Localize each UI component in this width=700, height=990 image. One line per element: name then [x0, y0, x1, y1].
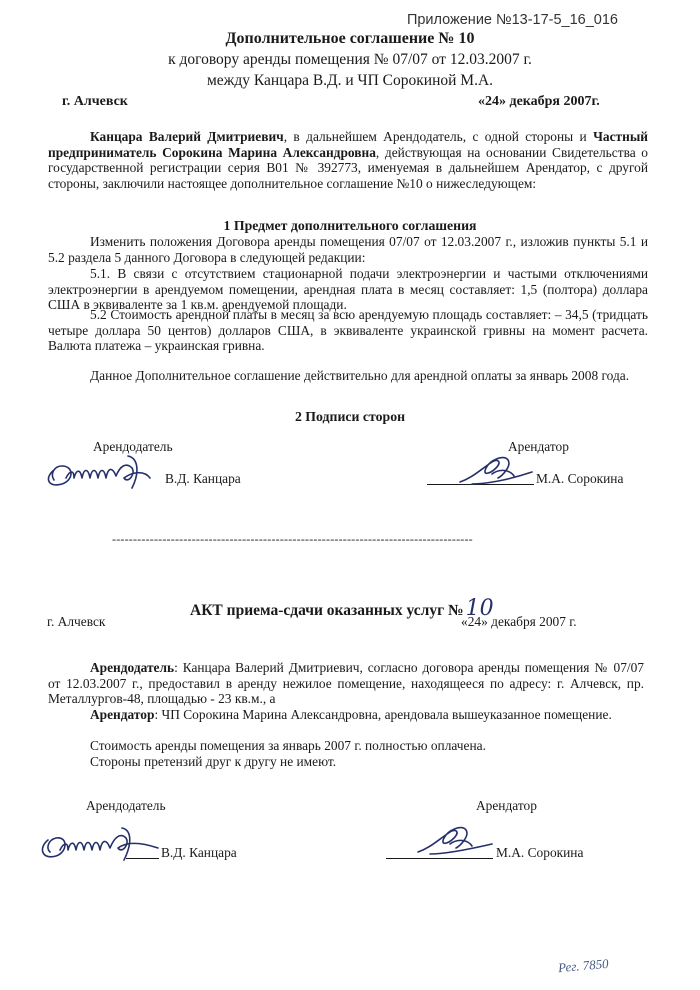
act-lessee-paragraph: [48, 707, 644, 723]
section-separator: --------------------------------------------------------------------------------------: [112, 532, 473, 546]
act-lessor-signature-line: [126, 858, 159, 859]
agreement-lessee-label: Арендатор: [508, 439, 569, 454]
agreement-lessor-label: Арендодатель: [93, 439, 173, 454]
act-date: «24» декабря 2007 г.: [461, 614, 577, 629]
act-number: 10: [465, 596, 494, 621]
agreement-date: «24» декабря 2007г.: [478, 94, 600, 109]
section2-title: 2 Подписи сторон: [294, 409, 406, 424]
act-title-text: АКТ приема-сдачи оказанных услуг №: [190, 602, 464, 619]
act-lessor-paragraph: [48, 660, 644, 707]
act-city: г. Алчевск: [47, 614, 106, 629]
act-lessor-label-sign: Арендодатель: [86, 798, 166, 813]
agreement-title: Дополнительное соглашение № 10: [225, 30, 475, 47]
act-lessor-text: : Канцара Валерий Дмитриевич, согласно договора аренды помещения № 07/07 от 12.03.2007 г., предоставил в аренду нежилое помещение, находящееся по адресу: г. Алчевск, пр. Металлургов-48, площадью - 23 кв.м., а: [48, 660, 644, 707]
agreement-lessor-name: В.Д. Канцара: [165, 471, 241, 486]
section1-title: 1 Предмет дополнительного соглашения: [223, 218, 477, 233]
agreement-clause-5-1: 5.1. В связи с отсутствием стационарной подачи электроэнергии и частыми отключениями электроэнергии в арендуемом помещении, арендная плата в месяц составляет: 1,5 (полтора) доллара США в эквиваленте за 1 кв.м. арендуемой площади.: [48, 266, 648, 313]
lessee-signature-1: [452, 448, 542, 493]
act-lessee-text: : ЧП Сорокина Марина Александровна, арендовала вышеуказанное помещение.: [154, 707, 612, 722]
lessor-signature-2: [36, 822, 166, 867]
agreement-intro: [48, 129, 648, 191]
act-payment-note: Стоимость аренды помещения за январь 2007 г. полностью оплачена.: [90, 738, 486, 753]
act-no-claims: Стороны претензий друг к другу не имеют.: [90, 754, 337, 769]
act-lessee-name: М.А. Сорокина: [496, 845, 584, 860]
lessor-full-name: Канцара Валерий Дмитриевич: [90, 129, 284, 144]
appendix-number: Приложение №13-17-5_16_016: [406, 12, 618, 28]
agreement-subtitle-contract: к договору аренды помещения № 07/07 от 12.03.2007 г.: [168, 51, 532, 68]
intro-text-2: , действующая на основании Свидетельства о государственной регистрации серия В01 № 392773, именуемая в дальнейшем Арендатор, с другой стороны, заключили настоящее дополнительное соглашение №10 о нижеследующем:: [48, 144, 649, 191]
act-lessor-name: В.Д. Канцара: [161, 845, 237, 860]
agreement-city: г. Алчевск: [62, 94, 128, 109]
act-lessor-label: Арендодатель: [90, 660, 175, 675]
registration-note: Рег. 7850: [557, 955, 610, 976]
agreement-validity: Данное Дополнительное соглашение действительно для арендной оплаты за январь 2008 года.: [90, 368, 630, 383]
lessee-signature-2: [412, 818, 502, 863]
intro-text-1: , в дальнейшем Арендодатель, с одной стороны и: [283, 129, 594, 144]
agreement-clause-intro: Изменить положения Договора аренды помещения 07/07 от 12.03.2007 г., изложив пункты 5.1 и 5.2 раздела 5 данного Договора в следующей редакции:: [48, 234, 648, 265]
lessor-signature-1: [40, 448, 170, 498]
act-title: [190, 596, 494, 621]
agreement-clause-5-2: 5.2 Стоимость арендной платы в месяц за всю арендуемую площадь составляет: – 34,5 (тридцать четыре доллара 50 центов) долларов США, в эквиваленте украинской гривны на момент расчета. Валюта платежа – украинская гривна.: [48, 307, 648, 354]
act-lessee-label: Арендатор: [90, 707, 155, 722]
lessee-full-name: Частный предприниматель Сорокина Марина Александровна: [48, 129, 649, 160]
agreement-subtitle-parties: между Канцара В.Д. и ЧП Сорокиной М.А.: [206, 72, 494, 89]
agreement-lessee-name: М.А. Сорокина: [536, 471, 624, 486]
act-lessee-label-sign: Арендатор: [476, 798, 537, 813]
